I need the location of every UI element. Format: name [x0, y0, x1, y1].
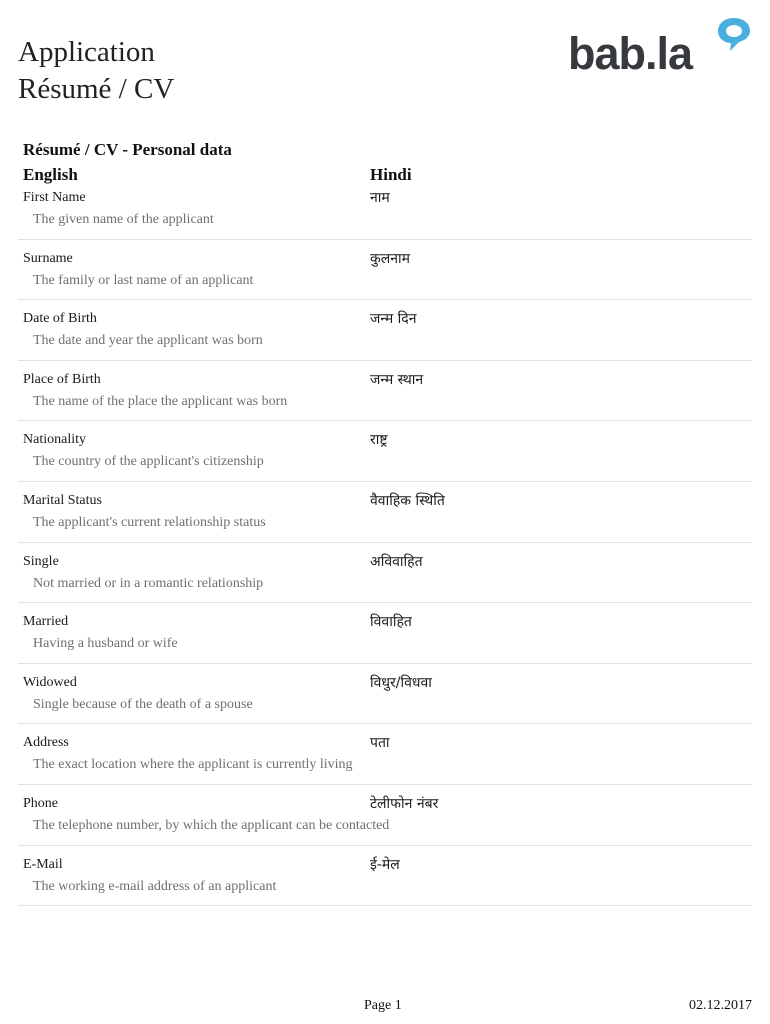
- english-term: Nationality: [23, 432, 86, 448]
- logo-wordmark: bab.la: [568, 28, 693, 79]
- column-header-english: English: [23, 165, 78, 184]
- english-term: Widowed: [23, 674, 77, 690]
- document-date: 02.12.2017: [689, 998, 752, 1013]
- english-term: Date of Birth: [23, 311, 97, 327]
- table-row: [18, 785, 752, 846]
- speech-bubble-icon: [714, 14, 754, 54]
- term-description: The given name of the applicant: [33, 212, 214, 227]
- title-line-resume: Résumé / CV: [18, 73, 175, 105]
- hindi-term: ई-मेल: [370, 856, 400, 873]
- table-row: [18, 603, 752, 664]
- hindi-term: विधुर/विधवा: [370, 674, 432, 691]
- table-row: [18, 186, 752, 240]
- term-description: The exact location where the applicant is currently living: [33, 757, 353, 773]
- term-description: The telephone number, by which the applicant can be contacted: [33, 817, 390, 833]
- term-description: The working e-mail address of an applicant: [33, 878, 277, 894]
- english-term: E-Mail: [23, 856, 63, 872]
- table-row: [18, 482, 752, 543]
- hindi-term: वैवाहिक स्थिति: [370, 492, 445, 509]
- term-description: The family or last name of an applicant: [33, 272, 254, 288]
- translation-table: [18, 186, 752, 906]
- section-title: Résumé / CV - Personal data: [23, 140, 232, 159]
- term-description: The country of the applicant's citizenship: [33, 454, 264, 470]
- term-description: The applicant's current relationship status: [33, 514, 266, 530]
- term-description: The date and year the applicant was born: [33, 333, 263, 349]
- table-row: [18, 421, 752, 482]
- table-row: [18, 724, 752, 785]
- term-description: The name of the place the applicant was born: [33, 393, 288, 409]
- term-description: Not married or in a romantic relationship: [33, 575, 264, 591]
- table-row: [18, 664, 752, 725]
- hindi-term: विवाहित: [370, 614, 412, 631]
- title-line-application: Application: [18, 36, 155, 68]
- english-term: Surname: [23, 250, 73, 266]
- page-number: Page 1: [364, 998, 402, 1013]
- hindi-term: टेलीफोन नंबर: [370, 795, 439, 812]
- english-term: Marital Status: [23, 492, 102, 508]
- term-description: Single because of the death of a spouse: [33, 696, 253, 712]
- english-term: Place of Birth: [23, 371, 101, 387]
- hindi-term: जन्म स्थान: [370, 371, 424, 388]
- table-row: [18, 543, 752, 604]
- table-row: [18, 361, 752, 422]
- bab-la-logo: [566, 14, 756, 80]
- english-term: Married: [23, 614, 69, 630]
- hindi-term: जन्म दिन: [370, 311, 417, 328]
- english-term: First Name: [23, 190, 86, 205]
- hindi-term: राष्ट्र: [370, 432, 388, 449]
- hindi-term: नाम: [370, 190, 390, 206]
- table-row: [18, 846, 752, 907]
- hindi-term: पता: [370, 735, 390, 752]
- hindi-term: अविवाहित: [370, 553, 423, 570]
- document-title: [18, 34, 174, 108]
- term-description: Having a husband or wife: [33, 636, 178, 652]
- column-header-hindi: Hindi: [370, 165, 412, 184]
- english-term: Single: [23, 553, 59, 569]
- table-row: [18, 300, 752, 361]
- table-row: [18, 240, 752, 301]
- english-term: Phone: [23, 795, 58, 811]
- hindi-term: कुलनाम: [370, 250, 411, 267]
- english-term: Address: [23, 735, 69, 751]
